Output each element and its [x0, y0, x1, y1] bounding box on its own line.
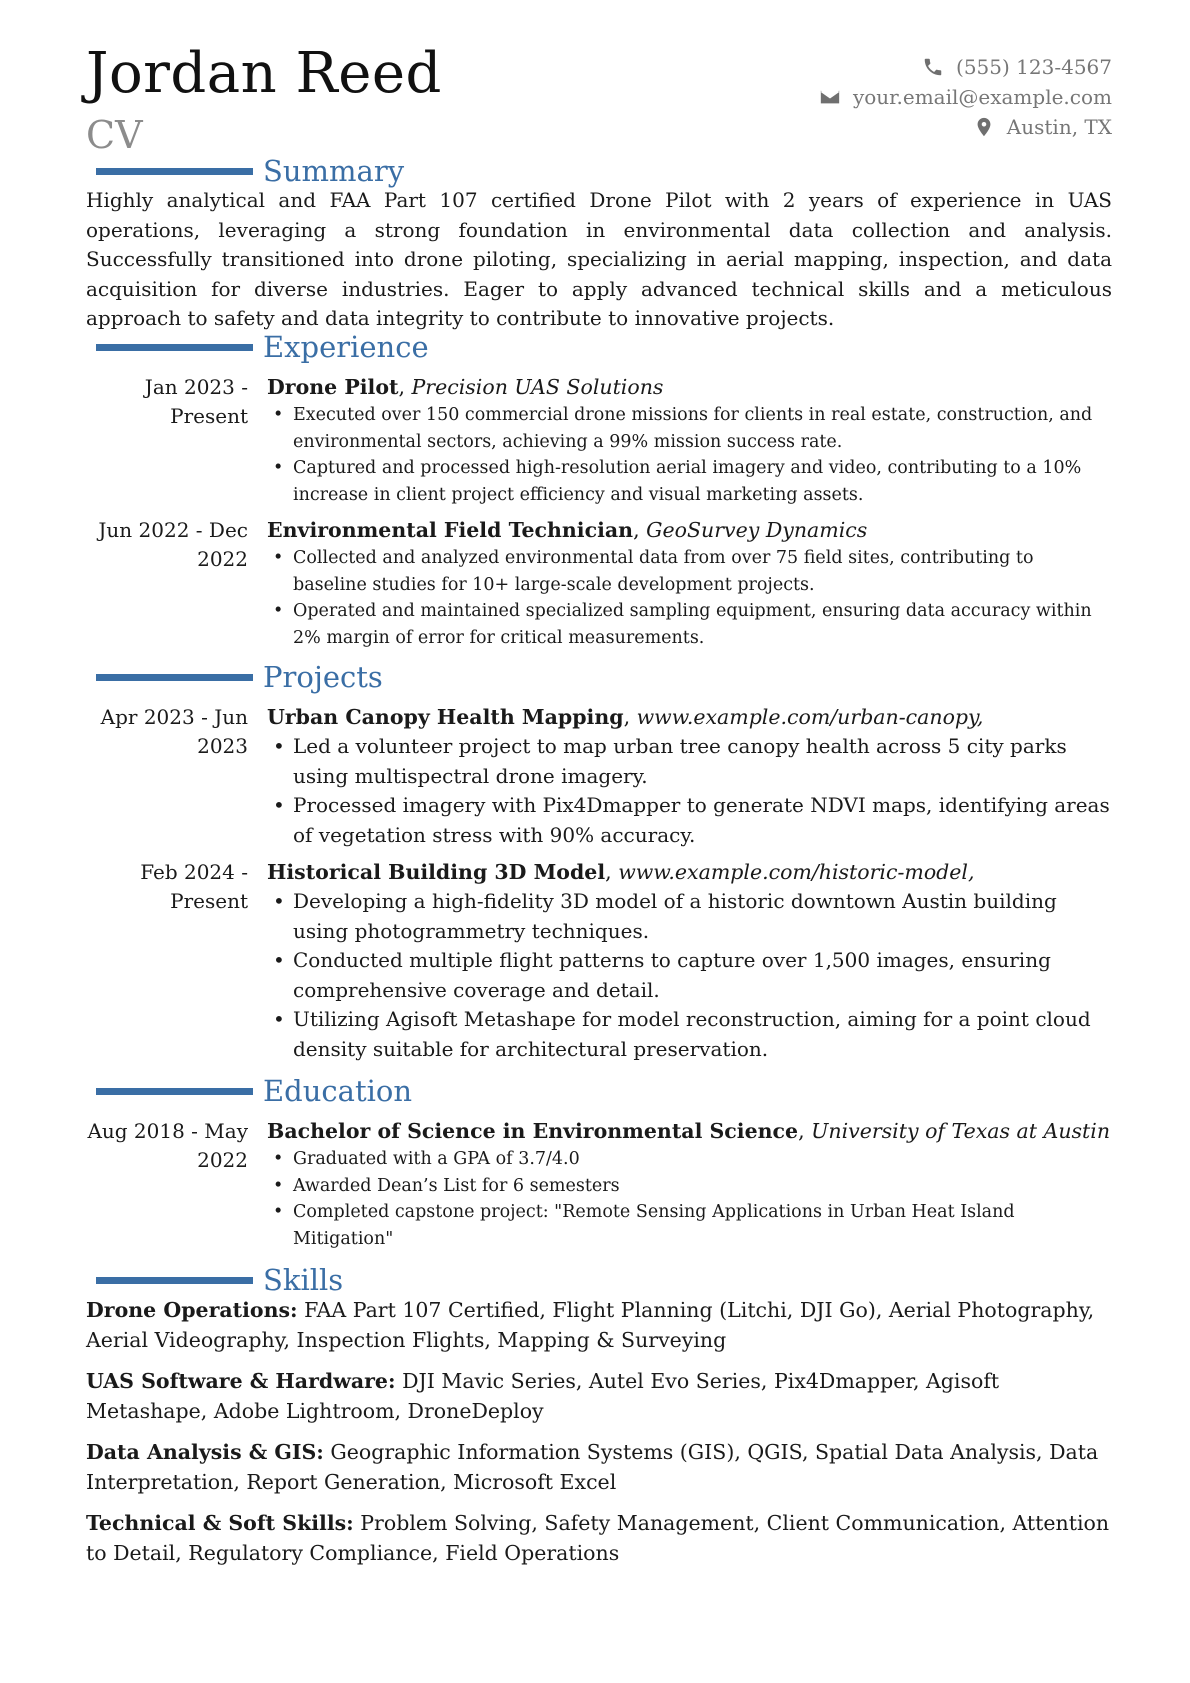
skill-text: Geographic Information Systems (GIS), QGIS, Spatial Data Analysis, Data Interpretation, Report Generation, Microsoft Excel: [86, 1440, 1099, 1494]
contact-block: [819, 52, 1112, 142]
degree-name: Bachelor of Science in Environmental Science: [267, 1119, 799, 1143]
list-item: • Executed over 150 commercial drone missions for clients in real estate, construction, and environmental sectors, achieving a 99% mission success rate.: [267, 402, 1112, 455]
section-skills-heading: [96, 1260, 343, 1300]
map-marker-icon: [973, 116, 995, 138]
job-role: Environmental Field Technician: [267, 518, 634, 542]
entry-body: [267, 858, 1112, 1064]
list-item: • Completed capstone project: "Remote Sensing Applications in Urban Heat Island Mitigation": [267, 1199, 1112, 1252]
entry-date: Apr 2023 - Jun 2023: [100, 705, 248, 758]
list-item: • Processed imagery with Pix4Dmapper to generate NDVI maps, identifying areas of vegetation stress with 90% accuracy.: [267, 791, 1112, 850]
section-summary-heading: [96, 151, 404, 191]
title-separator: ,: [633, 518, 647, 542]
section-title: Summary: [263, 154, 405, 188]
bullet-list: [267, 887, 1112, 1064]
title-separator: ,: [605, 860, 619, 884]
section-title: Education: [263, 1074, 413, 1108]
bullet-list: [267, 1146, 1112, 1252]
project-link[interactable]: www.example.com/historic-model,: [618, 860, 975, 884]
skill-text: DJI Mavic Series, Autel Evo Series, Pix4Dmapper, Agisoft Metashape, Adobe Lightroom, DroneDeploy: [86, 1369, 1000, 1423]
entry-date: Feb 2024 - Present: [140, 860, 248, 913]
school-name: University of Texas at Austin: [811, 1119, 1111, 1143]
entry-body: [267, 373, 1112, 508]
project-name: Urban Canopy Health Mapping: [267, 705, 624, 729]
section-bar: [96, 1088, 253, 1095]
project-name: Historical Building 3D Model: [267, 860, 606, 884]
section-title: Projects: [263, 660, 383, 694]
title-separator: ,: [623, 705, 637, 729]
skill-row: [86, 1509, 1112, 1568]
contact-phone[interactable]: [819, 52, 1112, 82]
document-subtitle: CV: [86, 113, 143, 157]
email-address: your.email@example.com: [852, 85, 1112, 109]
phone-icon: [922, 56, 944, 78]
title-separator: ,: [798, 1119, 812, 1143]
envelope-icon: [819, 86, 841, 108]
location-text: Austin, TX: [1006, 115, 1112, 139]
skill-label: Data Analysis & GIS:: [86, 1440, 324, 1464]
entry-date: Aug 2018 - May 2022: [87, 1119, 248, 1172]
section-bar: [96, 168, 253, 175]
skill-row: [86, 1296, 1112, 1355]
company-name: GeoSurvey Dynamics: [646, 518, 868, 542]
bullet-list: [267, 402, 1112, 508]
skill-label: Technical & Soft Skills:: [86, 1511, 354, 1535]
entry-date: Jun 2022 - Dec 2022: [98, 518, 248, 571]
entry-body: [267, 516, 1112, 651]
entry-title: [267, 373, 1112, 402]
bullet-list: [267, 545, 1112, 651]
skill-label: Drone Operations:: [86, 1298, 298, 1322]
entry-title: [267, 858, 1112, 887]
candidate-name: Jordan Reed: [86, 41, 442, 106]
bullet-list: [267, 732, 1112, 850]
entry-title: [267, 1117, 1112, 1146]
skill-text: FAA Part 107 Certified, Flight Planning (Litchi, DJI Go), Aerial Photography, Aerial Videography, Inspection Flights, Mapping & Surveying: [86, 1298, 1095, 1352]
list-item: • Conducted multiple flight patterns to capture over 1,500 images, ensuring comprehensive coverage and detail.: [267, 946, 1112, 1005]
entry-body: [267, 1117, 1112, 1252]
list-item: • Led a volunteer project to map urban tree canopy health across 5 city parks using multispectral drone imagery.: [267, 732, 1112, 791]
list-item: • Graduated with a GPA of 3.7/4.0: [267, 1146, 1112, 1173]
skill-label: UAS Software & Hardware:: [86, 1369, 396, 1393]
list-item: • Operated and maintained specialized sampling equipment, ensuring data accuracy within 2% margin of error for critical measurements.: [267, 598, 1112, 651]
summary-text: Highly analytical and FAA Part 107 certified Drone Pilot with 2 years of experience in UAS operations, leveraging a strong foundation in environmental data collection and analysis. Successfully transitioned into drone piloting, specializing in aerial mapping, inspection, and data acquisition for diverse industries. Eager to apply advanced technical skills and a meticulous approach to safety and data integrity to contribute to innovative projects.: [86, 188, 1112, 330]
list-item: • Utilizing Agisoft Metashape for model reconstruction, aiming for a point cloud density suitable for architectural preservation.: [267, 1005, 1112, 1064]
section-bar: [96, 674, 253, 681]
skill-row: [86, 1438, 1112, 1497]
section-title: Skills: [263, 1263, 344, 1297]
section-projects-heading: [96, 657, 383, 697]
skill-text: Problem Solving, Safety Management, Client Communication, Attention to Detail, Regulatory Compliance, Field Operations: [86, 1511, 1110, 1565]
section-bar: [96, 1277, 253, 1284]
list-item: • Captured and processed high-resolution aerial imagery and video, contributing to a 10% increase in client project efficiency and visual marketing assets.: [267, 455, 1112, 508]
section-bar: [96, 344, 253, 351]
list-item: • Developing a high-fidelity 3D model of a historic downtown Austin building using photogrammetry techniques.: [267, 887, 1112, 946]
entry-date: Jan 2023 - Present: [144, 375, 248, 428]
skill-row: [86, 1367, 1112, 1426]
list-item: • Collected and analyzed environmental data from over 75 field sites, contributing to baseline studies for 10+ large-scale development projects.: [267, 545, 1112, 598]
contact-email[interactable]: [819, 82, 1112, 112]
entry-body: [267, 703, 1112, 850]
title-separator: ,: [398, 375, 412, 399]
section-experience-heading: [96, 327, 429, 367]
entry-title: [267, 516, 1112, 545]
phone-number: (555) 123-4567: [956, 55, 1112, 79]
list-item: • Awarded Dean’s List for 6 semesters: [267, 1173, 1112, 1200]
contact-location: [819, 112, 1112, 142]
section-title: Experience: [263, 330, 429, 364]
section-education-heading: [96, 1071, 412, 1111]
job-role: Drone Pilot: [267, 375, 399, 399]
company-name: Precision UAS Solutions: [411, 375, 664, 399]
project-link[interactable]: www.example.com/urban-canopy,: [636, 705, 984, 729]
entry-title: [267, 703, 1112, 732]
